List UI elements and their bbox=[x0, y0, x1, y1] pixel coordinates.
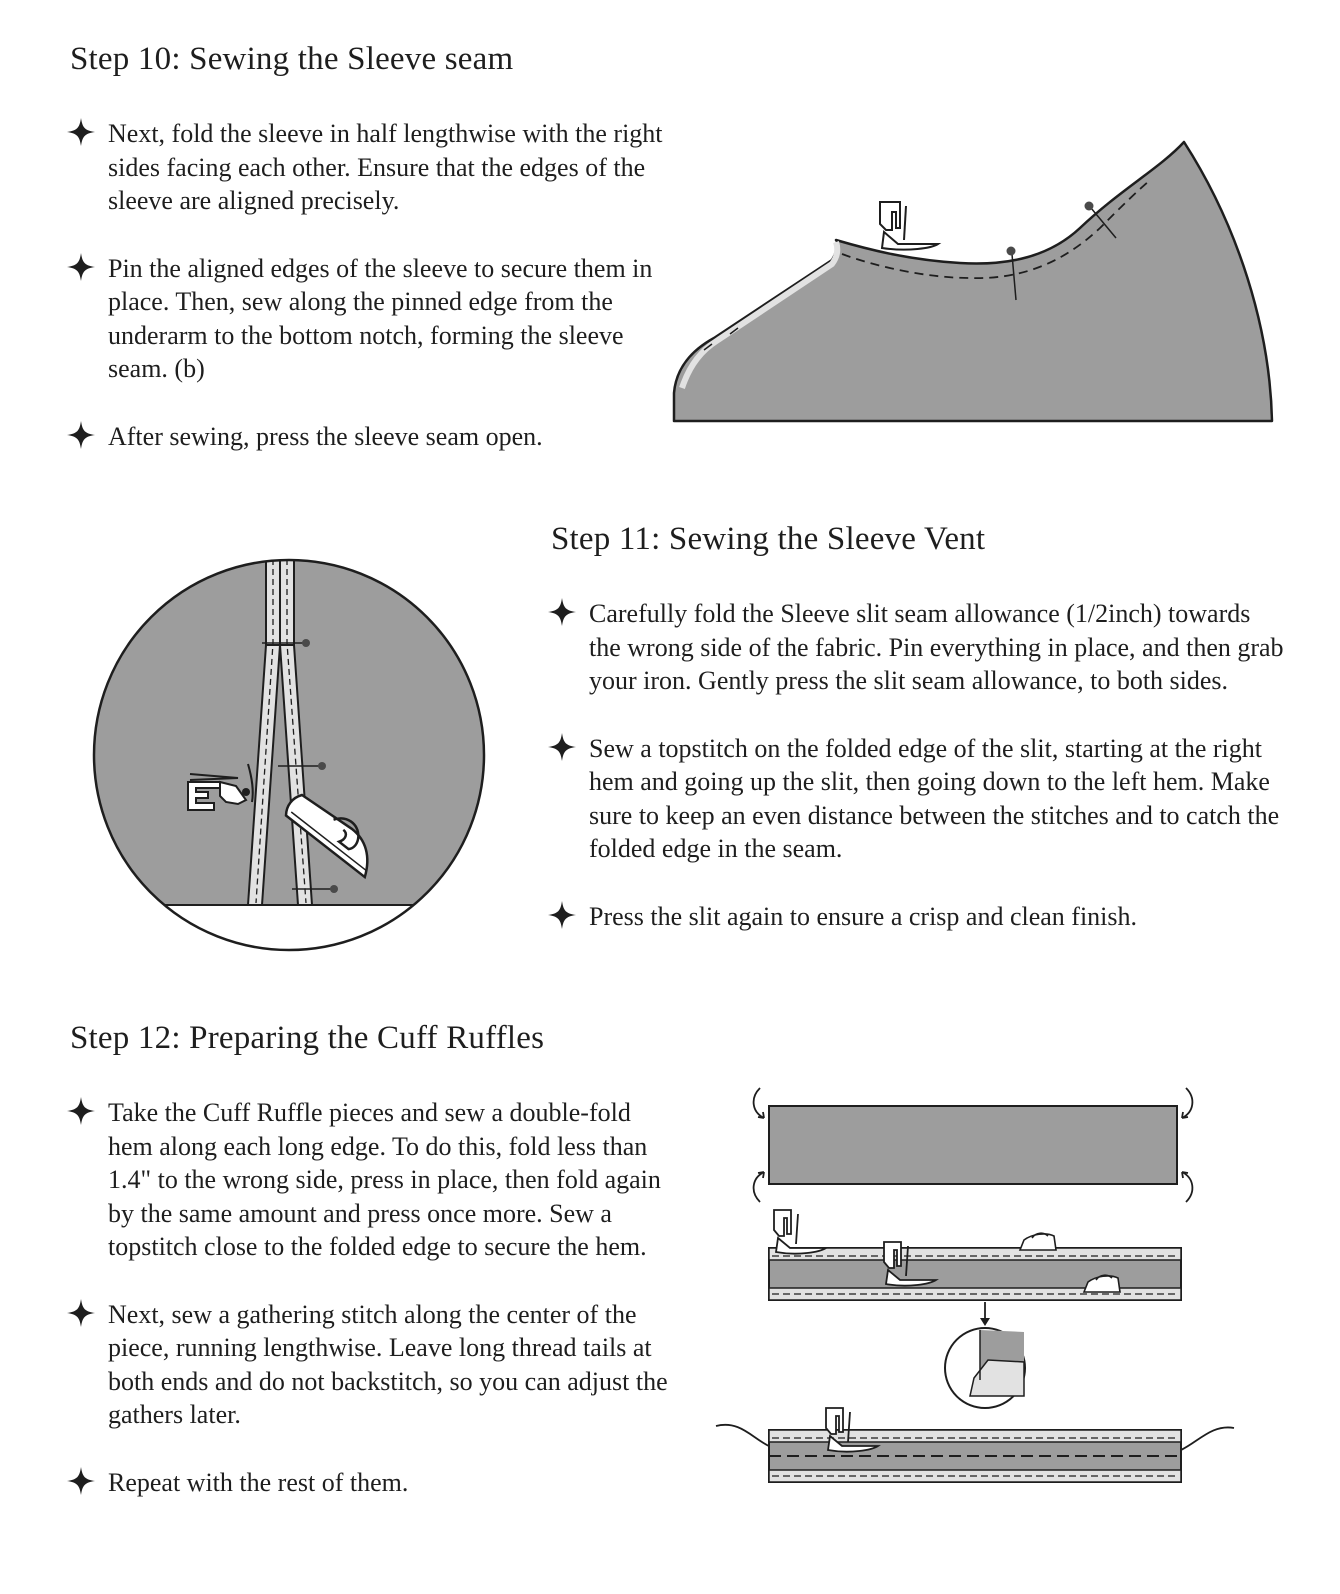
step-12-bullet-2-text: Next, sew a gathering stitch along the center of the piece, running lengthwise. Leave long thread tails at both ends and do not backstitch, so you can adjust the gathers later. bbox=[108, 1299, 668, 1429]
four-point-star-icon bbox=[66, 1466, 96, 1496]
four-point-star-icon bbox=[66, 1298, 96, 1328]
step-11-bullet-1-text: Carefully fold the Sleeve slit seam allowance (1/2inch) towards the wrong side of the fabric. Pin everything in place, and then grab your iron. Gently press the slit seam allowance, to both sides. bbox=[589, 599, 1284, 695]
sleeve-vent-illustration bbox=[86, 555, 496, 960]
four-point-star-icon bbox=[547, 900, 577, 930]
step-10-bullet-1-text: Next, fold the sleeve in half lengthwise with the right sides facing each other. Ensure that the edges of the sleeve are aligned precisely. bbox=[108, 119, 663, 215]
step-11-bullet-3-text: Press the slit again to ensure a crisp and clean finish. bbox=[589, 901, 1138, 931]
step-12-bullet-1 bbox=[66, 1096, 676, 1264]
step-10-bullet-2 bbox=[66, 252, 666, 386]
four-point-star-icon bbox=[66, 252, 96, 282]
presser-foot-icon bbox=[880, 202, 938, 250]
step-10-bullet-3 bbox=[66, 420, 666, 454]
step-12-bullet-list bbox=[66, 1096, 676, 1499]
iron-icon bbox=[1020, 1233, 1056, 1250]
four-point-star-icon bbox=[547, 732, 577, 762]
step-11-bullet-3 bbox=[547, 900, 1287, 934]
four-point-star-icon bbox=[66, 117, 96, 147]
step-12-bullet-3-text: Repeat with the rest of them. bbox=[108, 1467, 409, 1497]
step-10-title: Step 10: Sewing the Sleeve seam bbox=[70, 41, 514, 77]
step-12-bullet-3 bbox=[66, 1466, 676, 1500]
four-point-star-icon bbox=[547, 597, 577, 627]
step-12-bullet-1-text: Take the Cuff Ruffle pieces and sew a double-fold hem along each long edge. To do this, fold less than 1.4" to the wrong side, press in place, then fold again by the same amount and press once more. Sew a topstitch close to the folded edge to secure the hem. bbox=[108, 1098, 661, 1261]
step-11-bullet-list bbox=[547, 597, 1287, 933]
step-10-bullet-1 bbox=[66, 117, 666, 218]
step-12-bullet-2 bbox=[66, 1298, 676, 1432]
cuff-ruffle-illustration bbox=[712, 1080, 1242, 1490]
four-point-star-icon bbox=[66, 420, 96, 450]
step-12-title: Step 12: Preparing the Cuff Ruffles bbox=[70, 1020, 545, 1056]
step-10-bullet-3-text: After sewing, press the sleeve seam open. bbox=[108, 421, 543, 451]
step-11-bullet-2 bbox=[547, 732, 1287, 866]
four-point-star-icon bbox=[66, 1096, 96, 1126]
step-10-bullet-2-text: Pin the aligned edges of the sleeve to secure them in place. Then, sew along the pinned edge from the underarm to the bottom notch, forming the sleeve seam. (b) bbox=[108, 253, 653, 383]
hem-detail-magnifier bbox=[945, 1328, 1025, 1408]
step-11-bullet-2-text: Sew a topstitch on the folded edge of the slit, starting at the right hem and going up the slit, then going down to the left hem. Make sure to keep an even distance between the stitches and to catch the folded edge in the seam. bbox=[589, 733, 1280, 863]
step-10-bullet-list bbox=[66, 117, 666, 453]
step-11-title: Step 11: Sewing the Sleeve Vent bbox=[551, 521, 986, 557]
presser-foot-icon bbox=[774, 1210, 826, 1254]
sleeve-seam-illustration bbox=[670, 138, 1280, 428]
step-11-bullet-1 bbox=[547, 597, 1287, 698]
